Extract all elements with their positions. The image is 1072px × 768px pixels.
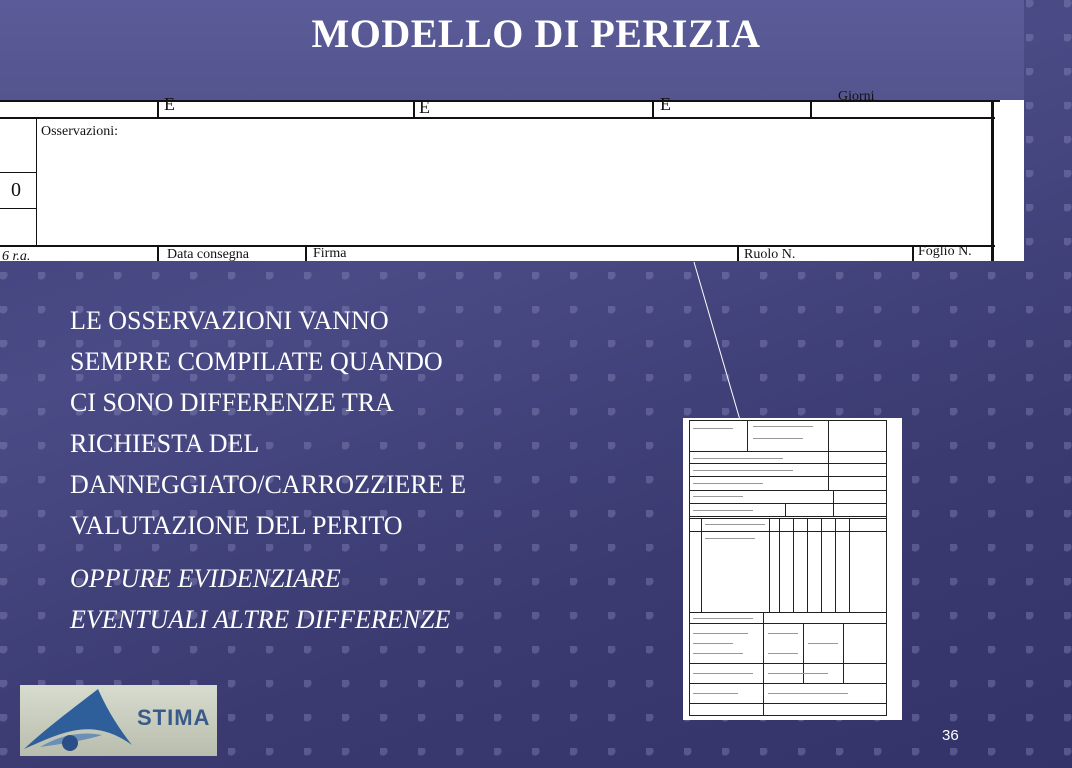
- logo-text: STIMA: [137, 705, 211, 730]
- form-cut-label: Giorni: [838, 89, 875, 104]
- form-line: [991, 100, 994, 261]
- text-line: SEMPRE COMPILATE QUANDO: [70, 347, 443, 376]
- paragraph-observations: [70, 300, 630, 546]
- text-line: EVENTUALI ALTRE DIFFERENZE: [70, 605, 451, 634]
- form-line: [0, 172, 36, 173]
- form-value: 0: [11, 179, 21, 201]
- observations-label: Osservazioni:: [41, 124, 118, 139]
- form-line: [0, 117, 995, 119]
- role-label: Ruolo N.: [744, 247, 796, 262]
- form-line: [810, 100, 812, 119]
- form-cut-label: 6 r.a.: [2, 249, 31, 264]
- form-col-letter: E: [419, 97, 430, 117]
- stima-logo: [20, 685, 217, 756]
- form-thumbnail: [683, 418, 902, 720]
- main-text: [70, 300, 630, 640]
- slide-title: MODELLO DI PERIZIA: [311, 11, 761, 56]
- form-col-letter: E: [660, 94, 671, 114]
- signature-label: Firma: [313, 246, 347, 261]
- form-line: [36, 117, 37, 247]
- text-line: VALUTAZIONE DEL PERITO: [70, 511, 403, 540]
- form-line: [0, 208, 36, 209]
- sheet-label: Foglio N.: [918, 244, 972, 259]
- form-line: [737, 245, 739, 261]
- text-line: DANNEGGIATO/CARROZZIERE E: [70, 470, 466, 499]
- form-line: [157, 245, 159, 261]
- form-line: [157, 100, 159, 119]
- delivery-date-label: Data consegna: [167, 247, 250, 262]
- form-line: [652, 100, 654, 119]
- text-line: LE OSSERVAZIONI VANNO: [70, 306, 389, 335]
- title-bar: [0, 0, 1024, 100]
- text-line: RICHIESTA DEL: [70, 429, 260, 458]
- form-line: [413, 100, 415, 119]
- page-number: 36: [942, 727, 959, 744]
- form-excerpt-image: [0, 89, 1024, 264]
- form-line: [0, 245, 995, 247]
- paragraph-differences: [70, 558, 630, 640]
- form-line: [912, 245, 914, 261]
- form-col-letter: E: [164, 94, 175, 114]
- text-line: CI SONO DIFFERENZE TRA: [70, 388, 394, 417]
- form-line: [305, 245, 307, 261]
- text-line: OPPURE EVIDENZIARE: [70, 564, 341, 593]
